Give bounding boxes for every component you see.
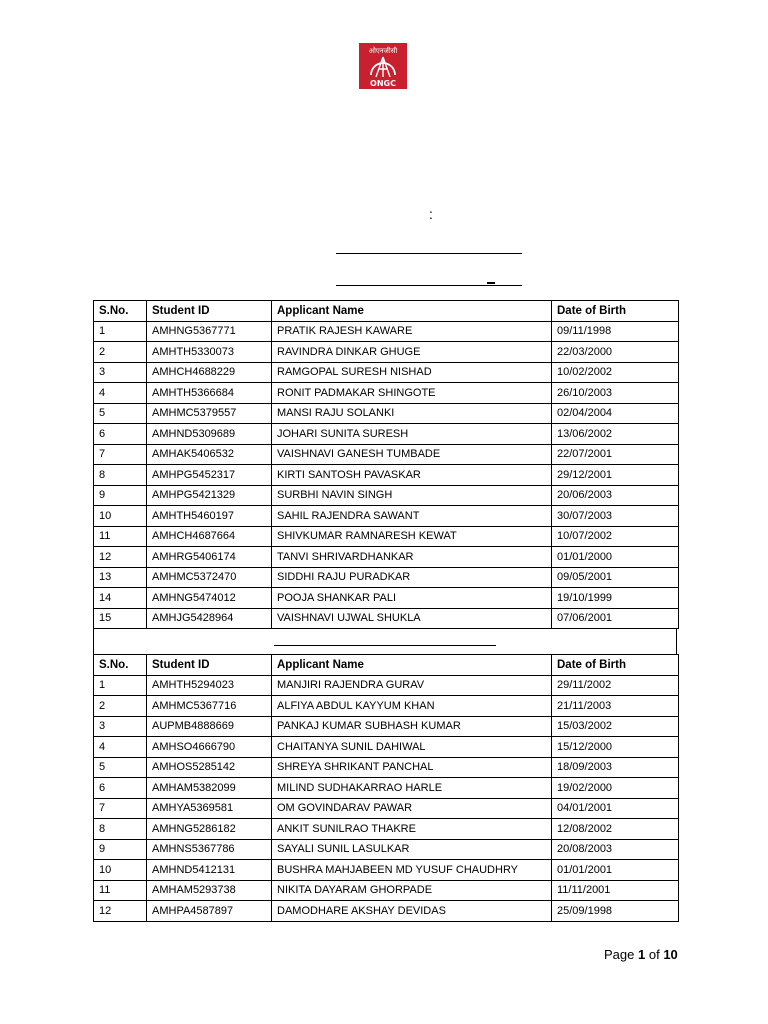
cell-student-id: AMHSO4666790 [147,737,272,758]
cell-student-id: AMHOS5285142 [147,757,272,778]
cell-dob: 21/11/2003 [552,696,679,717]
section-separator [93,628,677,654]
table-row [94,485,679,506]
cell-student-id: AMHNS5367786 [147,839,272,860]
cell-dob: 25/09/1998 [552,901,679,922]
cell-sno: 7 [94,798,147,819]
cell-sno: 2 [94,696,147,717]
table-row [94,860,679,881]
cell-applicant-name: SAHIL RAJENDRA SAWANT [272,506,552,527]
cell-sno: 3 [94,716,147,737]
table-row [94,342,679,363]
col-header-dob: Date of Birth [552,301,679,322]
table-row [94,424,679,445]
cell-sno: 10 [94,860,147,881]
cell-student-id: AMHTH5294023 [147,675,272,696]
cell-applicant-name: PRATIK RAJESH KAWARE [272,321,552,342]
cell-dob: 18/09/2003 [552,757,679,778]
cell-sno: 5 [94,757,147,778]
cell-dob: 30/07/2003 [552,506,679,527]
cell-sno: 2 [94,342,147,363]
page-word: Page [604,947,635,962]
cell-applicant-name: RAMGOPAL SURESH NISHAD [272,362,552,383]
current-page: 1 [638,947,646,962]
cell-applicant-name: RONIT PADMAKAR SHINGOTE [272,383,552,404]
cell-dob: 20/06/2003 [552,485,679,506]
table-row [94,757,679,778]
table-row [94,383,679,404]
cell-applicant-name: PANKAJ KUMAR SUBHASH KUMAR [272,716,552,737]
cell-dob: 20/08/2003 [552,839,679,860]
table-row [94,778,679,799]
cell-applicant-name: MANJIRI RAJENDRA GURAV [272,675,552,696]
cell-applicant-name: DAMODHARE AKSHAY DEVIDAS [272,901,552,922]
cell-dob: 07/06/2001 [552,608,679,629]
col-header-student-id: Student ID [147,655,272,676]
table-row [94,880,679,901]
cell-student-id: AUPMB4888669 [147,716,272,737]
table-row [94,588,679,609]
cell-student-id: AMHNG5474012 [147,588,272,609]
col-header-dob: Date of Birth [552,655,679,676]
cell-dob: 29/12/2001 [552,465,679,486]
cell-dob: 19/02/2000 [552,778,679,799]
table-row [94,465,679,486]
cell-sno: 1 [94,321,147,342]
table-row [94,696,679,717]
cell-sno: 7 [94,444,147,465]
cell-student-id: AMHPG5421329 [147,485,272,506]
cell-applicant-name: KIRTI SANTOSH PAVASKAR [272,465,552,486]
cell-student-id: AMHMC5379557 [147,403,272,424]
cell-student-id: AMHRG5406174 [147,547,272,568]
cell-dob: 19/10/1999 [552,588,679,609]
ongc-logo [359,43,407,89]
cell-applicant-name: MANSI RAJU SOLANKI [272,403,552,424]
cell-sno: 4 [94,737,147,758]
cell-student-id: AMHYA5369581 [147,798,272,819]
col-header-student-id: Student ID [147,301,272,322]
table-header-row [94,301,679,322]
cell-student-id: AMHPG5452317 [147,465,272,486]
table-row [94,737,679,758]
cell-dob: 22/03/2000 [552,342,679,363]
cell-sno: 12 [94,547,147,568]
of-word: of [648,947,660,962]
col-header-applicant-name: Applicant Name [272,301,552,322]
cell-applicant-name: OM GOVINDARAV PAWAR [272,798,552,819]
cell-sno: 4 [94,383,147,404]
cell-sno: 8 [94,465,147,486]
cell-sno: 6 [94,778,147,799]
cell-sno: 8 [94,819,147,840]
cell-dob: 10/07/2002 [552,526,679,547]
table-row [94,839,679,860]
cell-student-id: AMHND5412131 [147,860,272,881]
cell-applicant-name: VAISHNAVI GANESH TUMBADE [272,444,552,465]
cell-applicant-name: JOHARI SUNITA SURESH [272,424,552,445]
cell-applicant-name: SAYALI SUNIL LASULKAR [272,839,552,860]
cell-dob: 26/10/2003 [552,383,679,404]
cell-applicant-name: POOJA SHANKAR PALI [272,588,552,609]
cell-applicant-name: MILIND SUDHAKARRAO HARLE [272,778,552,799]
cell-dob: 10/02/2002 [552,362,679,383]
table-row [94,321,679,342]
cell-sno: 14 [94,588,147,609]
table-row [94,526,679,547]
cell-dob: 09/11/1998 [552,321,679,342]
cell-dob: 01/01/2001 [552,860,679,881]
cell-sno: 6 [94,424,147,445]
cell-student-id: AMHMC5367716 [147,696,272,717]
heading-underline-2 [336,285,522,286]
cell-applicant-name: SURBHI NAVIN SINGH [272,485,552,506]
cell-dob: 11/11/2001 [552,880,679,901]
cell-student-id: AMHAK5406532 [147,444,272,465]
cell-sno: 1 [94,675,147,696]
table-row [94,901,679,922]
cell-sno: 12 [94,901,147,922]
cell-applicant-name: CHAITANYA SUNIL DAHIWAL [272,737,552,758]
cell-applicant-name: ANKIT SUNILRAO THAKRE [272,819,552,840]
cell-sno: 11 [94,526,147,547]
table-1-body [94,321,679,629]
table-row [94,403,679,424]
cell-sno: 11 [94,880,147,901]
cell-student-id: AMHPA4587897 [147,901,272,922]
col-header-applicant-name: Applicant Name [272,655,552,676]
table-row [94,567,679,588]
cell-student-id: AMHTH5366684 [147,383,272,404]
heading-colon: : [429,206,433,222]
table-row [94,716,679,737]
cell-applicant-name: SHIVKUMAR RAMNARESH KEWAT [272,526,552,547]
heading-dash [487,282,495,284]
cell-student-id: AMHNG5286182 [147,819,272,840]
table-header-row [94,655,679,676]
table-row [94,444,679,465]
cell-student-id: AMHAM5293738 [147,880,272,901]
col-header-sno: S.No. [94,301,147,322]
cell-dob: 13/06/2002 [552,424,679,445]
cell-sno: 9 [94,839,147,860]
logo-hindi-text: ओएनजीसी [368,47,398,55]
table-row [94,675,679,696]
cell-dob: 15/03/2002 [552,716,679,737]
cell-dob: 15/12/2000 [552,737,679,758]
cell-applicant-name: RAVINDRA DINKAR GHUGE [272,342,552,363]
table-2-body [94,675,679,921]
total-pages: 10 [663,947,678,962]
cell-sno: 5 [94,403,147,424]
cell-student-id: AMHNG5367771 [147,321,272,342]
cell-dob: 12/08/2002 [552,819,679,840]
cell-dob: 29/11/2002 [552,675,679,696]
cell-applicant-name: NIKITA DAYARAM GHORPADE [272,880,552,901]
candidate-table-2 [93,654,679,922]
table-row [94,608,679,629]
page-number [604,947,678,962]
cell-dob: 04/01/2001 [552,798,679,819]
candidate-table-1 [93,300,679,629]
cell-student-id: AMHTH5330073 [147,342,272,363]
cell-applicant-name: BUSHRA MAHJABEEN MD YUSUF CHAUDHRY [272,860,552,881]
cell-dob: 02/04/2004 [552,403,679,424]
cell-sno: 10 [94,506,147,527]
cell-dob: 01/01/2000 [552,547,679,568]
cell-applicant-name: VAISHNAVI UJWAL SHUKLA [272,608,552,629]
col-header-sno: S.No. [94,655,147,676]
section-heading-underline [274,645,496,646]
cell-student-id: AMHAM5382099 [147,778,272,799]
cell-sno: 13 [94,567,147,588]
cell-applicant-name: SIDDHI RAJU PURADKAR [272,567,552,588]
cell-dob: 09/05/2001 [552,567,679,588]
cell-student-id: AMHTH5460197 [147,506,272,527]
cell-applicant-name: ALFIYA ABDUL KAYYUM KHAN [272,696,552,717]
table-row [94,798,679,819]
cell-dob: 22/07/2001 [552,444,679,465]
cell-applicant-name: TANVI SHRIVARDHANKAR [272,547,552,568]
table-row [94,819,679,840]
cell-applicant-name: SHREYA SHRIKANT PANCHAL [272,757,552,778]
cell-sno: 15 [94,608,147,629]
table-row [94,362,679,383]
heading-underline-1 [336,253,522,254]
cell-student-id: AMHMC5372470 [147,567,272,588]
table-row [94,506,679,527]
cell-student-id: AMHJG5428964 [147,608,272,629]
logo-text: ONGC [370,79,396,88]
cell-sno: 3 [94,362,147,383]
table-row [94,547,679,568]
cell-student-id: AMHCH4687664 [147,526,272,547]
cell-student-id: AMHCH4688229 [147,362,272,383]
cell-student-id: AMHND5309689 [147,424,272,445]
cell-sno: 9 [94,485,147,506]
